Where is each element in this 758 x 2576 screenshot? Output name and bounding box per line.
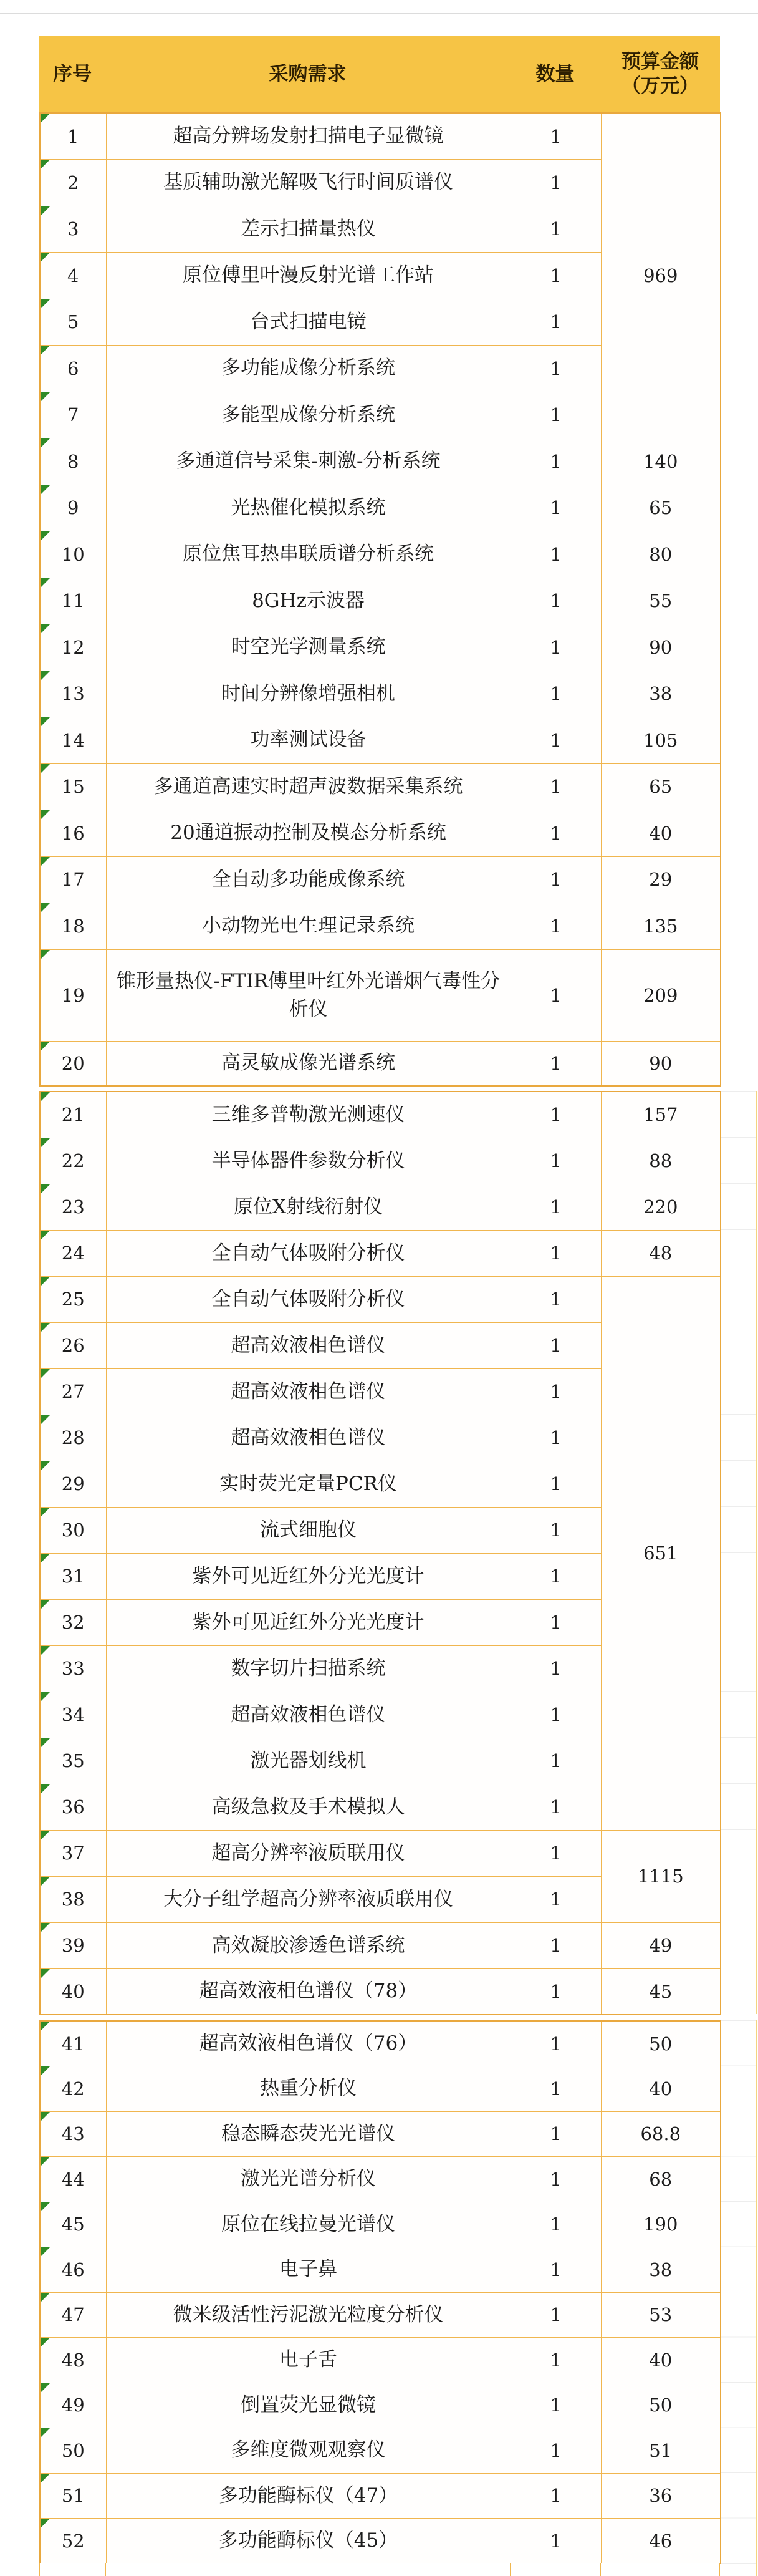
quantity-cell: 1 <box>511 2292 601 2338</box>
row-index-cell: 17 <box>40 856 106 903</box>
budget-cell: 190 <box>601 2202 721 2247</box>
partial-cell <box>105 2563 510 2576</box>
procurement-item-cell: 超高效液相色谱仪 <box>106 1322 511 1368</box>
excel-error-triangle-icon <box>41 1461 50 1471</box>
row-index-cell: 19 <box>40 949 106 1041</box>
quantity-cell: 1 <box>511 1461 601 1507</box>
table-row <box>40 810 721 857</box>
budget-cell: 68.8 <box>601 2111 721 2157</box>
budget-cell: 50 <box>601 2021 721 2066</box>
header-cell-no: 序号 <box>53 62 92 85</box>
budget-cell: 40 <box>601 2066 721 2112</box>
excel-error-triangle-icon <box>41 1369 50 1378</box>
procurement-item-cell: 激光器划线机 <box>106 1738 511 1784</box>
budget-cell: 38 <box>601 671 721 717</box>
row-index-cell: 35 <box>40 1738 106 1784</box>
row-index-cell: 15 <box>40 763 106 810</box>
quantity-cell: 1 <box>511 624 601 671</box>
row-index-cell: 36 <box>40 1784 106 1830</box>
row-index-cell: 38 <box>40 1876 106 1922</box>
partial-cell <box>510 2563 600 2576</box>
quantity-cell: 1 <box>511 1230 601 1276</box>
excel-error-triangle-icon <box>41 717 50 727</box>
excel-error-triangle-icon <box>41 764 50 773</box>
quantity-cell: 1 <box>511 1738 601 1784</box>
excel-error-triangle-icon <box>41 1831 50 1840</box>
row-index-cell: 23 <box>40 1184 106 1230</box>
table-row <box>40 1092 721 1138</box>
table-row <box>40 763 721 810</box>
row-index-cell: 52 <box>40 2519 106 2564</box>
row-index-cell: 29 <box>40 1461 106 1507</box>
excel-error-triangle-icon <box>41 438 50 448</box>
quantity-cell: 1 <box>511 2066 601 2112</box>
table-row <box>40 1830 721 1876</box>
procurement-item-cell: 高灵敏成像光谱系统 <box>106 1041 511 1086</box>
quantity-cell: 1 <box>511 346 601 392</box>
procurement-item-cell: 数字切片扫描系统 <box>106 1645 511 1692</box>
excel-error-triangle-icon <box>41 392 50 402</box>
budget-cell: 105 <box>601 717 721 764</box>
row-index-cell: 18 <box>40 903 106 950</box>
excel-error-triangle-icon <box>41 114 50 123</box>
quantity-cell: 1 <box>511 1138 601 1184</box>
procurement-item-cell: 全自动多功能成像系统 <box>106 856 511 903</box>
excel-error-triangle-icon <box>41 1092 50 1102</box>
row-index-cell: 21 <box>40 1092 106 1138</box>
excel-error-triangle-icon <box>41 950 50 959</box>
excel-error-triangle-icon <box>41 1042 50 1051</box>
quantity-cell: 1 <box>511 2428 601 2474</box>
header-cell-qty: 数量 <box>535 62 575 85</box>
partial-cell <box>39 2563 105 2576</box>
procurement-item-cell: 大分子组学超高分辨率液质联用仪 <box>106 1876 511 1922</box>
table-row <box>40 1184 721 1230</box>
excel-error-triangle-icon <box>41 2474 50 2483</box>
quantity-cell: 1 <box>511 2202 601 2247</box>
row-index-cell: 30 <box>40 1507 106 1553</box>
excel-error-triangle-icon <box>41 1877 50 1886</box>
procurement-item-cell: 稳态瞬态荧光光谱仪 <box>106 2111 511 2157</box>
table-header <box>39 36 720 112</box>
procurement-item-cell: 原位在线拉曼光谱仪 <box>106 2202 511 2247</box>
quantity-cell: 1 <box>511 253 601 299</box>
procurement-item-cell: 紫外可见近红外分光光度计 <box>106 1553 511 1599</box>
row-index-cell: 31 <box>40 1553 106 1599</box>
quantity-cell: 1 <box>511 1507 601 1553</box>
table-row <box>40 2428 721 2474</box>
budget-cell: 220 <box>601 1184 721 1230</box>
table-row <box>40 1041 721 1086</box>
procurement-item-cell: 时空光学测量系统 <box>106 624 511 671</box>
quantity-cell: 1 <box>511 2157 601 2202</box>
header-cell-item: 采购需求 <box>269 62 347 85</box>
procurement-item-cell: 原位X射线衍射仪 <box>106 1184 511 1230</box>
table-row <box>40 1922 721 1968</box>
excel-error-triangle-icon <box>41 2112 50 2121</box>
procurement-item-cell: 超高效液相色谱仪 <box>106 1692 511 1738</box>
procurement-item-cell: 多通道高速实时超声波数据采集系统 <box>106 763 511 810</box>
table-row <box>40 856 721 903</box>
header-budget-line2: （万元） <box>621 75 699 97</box>
budget-cell: 90 <box>601 624 721 671</box>
budget-cell: 49 <box>601 1922 721 1968</box>
excel-error-triangle-icon <box>41 299 50 309</box>
budget-cell: 65 <box>601 485 721 531</box>
row-index-cell: 10 <box>40 531 106 578</box>
row-index-cell: 39 <box>40 1922 106 1968</box>
budget-cell: 53 <box>601 2292 721 2338</box>
row-index-cell: 5 <box>40 299 106 346</box>
excel-error-triangle-icon <box>41 160 50 169</box>
quantity-cell: 1 <box>511 113 601 160</box>
budget-cell: 88 <box>601 1138 721 1184</box>
quantity-cell: 1 <box>511 717 601 764</box>
budget-cell: 50 <box>601 2383 721 2428</box>
procurement-item-cell: 微米级活性污泥激光粒度分析仪 <box>106 2292 511 2338</box>
row-index-cell: 11 <box>40 578 106 624</box>
row-index-cell: 7 <box>40 392 106 438</box>
row-index-cell: 12 <box>40 624 106 671</box>
excel-error-triangle-icon <box>41 485 50 495</box>
table-row <box>40 1230 721 1276</box>
budget-cell: 45 <box>601 1968 721 2015</box>
excel-error-triangle-icon <box>41 578 50 588</box>
row-index-cell: 40 <box>40 1968 106 2015</box>
excel-error-triangle-icon <box>41 1554 50 1563</box>
row-index-cell: 47 <box>40 2292 106 2338</box>
procurement-item-cell: 光热催化模拟系统 <box>106 485 511 531</box>
quantity-cell: 1 <box>511 2519 601 2564</box>
row-index-cell: 34 <box>40 1692 106 1738</box>
row-index-cell: 26 <box>40 1322 106 1368</box>
procurement-item-cell: 全自动气体吸附分析仪 <box>106 1276 511 1322</box>
row-index-cell: 48 <box>40 2338 106 2383</box>
table-row <box>40 1968 721 2015</box>
excel-error-triangle-icon <box>41 531 50 541</box>
procurement-item-cell: 全自动气体吸附分析仪 <box>106 1230 511 1276</box>
table-row <box>40 578 721 624</box>
table-row <box>40 2111 721 2157</box>
quantity-cell: 1 <box>511 1876 601 1922</box>
table-row <box>40 1138 721 1184</box>
page-separator <box>0 13 758 14</box>
quantity-cell: 1 <box>511 485 601 531</box>
excel-error-triangle-icon <box>41 1646 50 1655</box>
procurement-item-cell: 热重分析仪 <box>106 2066 511 2112</box>
procurement-item-cell: 三维多普勒激光测速仪 <box>106 1092 511 1138</box>
budget-cell: 969 <box>601 113 721 438</box>
procurement-item-cell: 流式细胞仪 <box>106 1507 511 1553</box>
row-index-cell: 41 <box>40 2021 106 2066</box>
quantity-cell: 1 <box>511 1830 601 1876</box>
quantity-cell: 1 <box>511 949 601 1041</box>
budget-cell: 157 <box>601 1092 721 1138</box>
budget-cell: 651 <box>601 1276 721 1830</box>
budget-cell: 48 <box>601 1230 721 1276</box>
procurement-item-cell: 时间分辨像增强相机 <box>106 671 511 717</box>
row-index-cell: 50 <box>40 2428 106 2474</box>
table-row <box>40 2021 721 2066</box>
procurement-item-cell: 锥形量热仪-FTIR傅里叶红外光谱烟气毒性分析仪 <box>106 949 511 1041</box>
row-index-cell: 16 <box>40 810 106 857</box>
table-row <box>40 2519 721 2564</box>
row-index-cell: 22 <box>40 1138 106 1184</box>
budget-cell: 209 <box>601 949 721 1041</box>
excel-error-triangle-icon <box>41 206 50 216</box>
quantity-cell: 1 <box>511 578 601 624</box>
excel-error-triangle-icon <box>41 1923 50 1932</box>
procurement-item-cell: 半导体器件参数分析仪 <box>106 1138 511 1184</box>
quantity-cell: 1 <box>511 671 601 717</box>
budget-cell: 65 <box>601 763 721 810</box>
procurement-item-cell: 激光光谱分析仪 <box>106 2157 511 2202</box>
procurement-table-section-1 <box>39 112 721 1087</box>
procurement-item-cell: 原位傅里叶漫反射光谱工作站 <box>106 253 511 299</box>
procurement-item-cell: 电子鼻 <box>106 2247 511 2293</box>
quantity-cell: 1 <box>511 1368 601 1415</box>
procurement-item-cell: 超高分辨场发射扫描电子显微镜 <box>106 113 511 160</box>
quantity-cell: 1 <box>511 903 601 950</box>
row-index-cell: 13 <box>40 671 106 717</box>
quantity-cell: 1 <box>511 438 601 485</box>
header-cell-budget <box>600 36 720 112</box>
excel-error-triangle-icon <box>41 2066 50 2076</box>
procurement-item-cell: 多功能酶标仪（47） <box>106 2473 511 2519</box>
quantity-cell: 1 <box>511 1276 601 1322</box>
row-index-cell: 49 <box>40 2383 106 2428</box>
quantity-cell: 1 <box>511 810 601 857</box>
quantity-cell: 1 <box>511 1922 601 1968</box>
excel-error-triangle-icon <box>41 810 50 820</box>
quantity-cell: 1 <box>511 1968 601 2015</box>
procurement-item-cell: 超高效液相色谱仪（78） <box>106 1968 511 2015</box>
table-row <box>40 438 721 485</box>
quantity-cell: 1 <box>511 1645 601 1692</box>
excel-error-triangle-icon <box>41 1692 50 1702</box>
procurement-item-cell: 紫外可见近红外分光光度计 <box>106 1599 511 1645</box>
excel-error-triangle-icon <box>41 624 50 634</box>
quantity-cell: 1 <box>511 1092 601 1138</box>
row-index-cell: 14 <box>40 717 106 764</box>
procurement-item-cell: 实时荧光定量PCR仪 <box>106 1461 511 1507</box>
row-index-cell: 3 <box>40 206 106 253</box>
excel-error-triangle-icon <box>41 2293 50 2302</box>
table-row <box>40 2247 721 2293</box>
row-index-cell: 32 <box>40 1599 106 1645</box>
quantity-cell: 1 <box>511 2111 601 2157</box>
row-index-cell: 44 <box>40 2157 106 2202</box>
excel-error-triangle-icon <box>41 2338 50 2347</box>
procurement-item-cell: 差示扫描量热仪 <box>106 206 511 253</box>
excel-error-triangle-icon <box>41 2202 50 2212</box>
table-row <box>40 485 721 531</box>
quantity-cell: 1 <box>511 1553 601 1599</box>
excel-error-triangle-icon <box>41 1738 50 1748</box>
quantity-cell: 1 <box>511 1784 601 1830</box>
excel-error-triangle-icon <box>41 1600 50 1609</box>
quantity-cell: 1 <box>511 763 601 810</box>
budget-cell: 38 <box>601 2247 721 2293</box>
procurement-item-cell: 电子舌 <box>106 2338 511 2383</box>
quantity-cell: 1 <box>511 2021 601 2066</box>
row-index-cell: 9 <box>40 485 106 531</box>
procurement-item-cell: 8GHz示波器 <box>106 578 511 624</box>
procurement-item-cell: 基质辅助激光解吸飞行时间质谱仪 <box>106 160 511 206</box>
excel-error-triangle-icon <box>41 671 50 680</box>
excel-error-triangle-icon <box>41 1415 50 1425</box>
procurement-item-cell: 超高效液相色谱仪 <box>106 1415 511 1461</box>
quantity-cell: 1 <box>511 1184 601 1230</box>
table-row <box>40 2292 721 2338</box>
excel-error-triangle-icon <box>41 2428 50 2438</box>
row-index-cell: 4 <box>40 253 106 299</box>
quantity-cell: 1 <box>511 2247 601 2293</box>
table-row <box>40 2202 721 2247</box>
budget-cell: 90 <box>601 1041 721 1086</box>
procurement-item-cell: 20通道振动控制及模态分析系统 <box>106 810 511 857</box>
procurement-item-cell: 超高分辨率液质联用仪 <box>106 1830 511 1876</box>
quantity-cell: 1 <box>511 1692 601 1738</box>
excel-error-triangle-icon <box>41 253 50 262</box>
row-index-cell: 51 <box>40 2473 106 2519</box>
procurement-item-cell: 多维度微观观察仪 <box>106 2428 511 2474</box>
excel-error-triangle-icon <box>41 1184 50 1194</box>
excel-error-triangle-icon <box>41 2022 50 2031</box>
quantity-cell: 1 <box>511 856 601 903</box>
table-row <box>40 1276 721 1322</box>
procurement-item-cell: 功率测试设备 <box>106 717 511 764</box>
procurement-item-cell: 多能型成像分析系统 <box>106 392 511 438</box>
quantity-cell: 1 <box>511 299 601 346</box>
spreadsheet-gridline-strip <box>721 2020 757 2576</box>
procurement-item-cell: 多通道信号采集-刺激-分析系统 <box>106 438 511 485</box>
procurement-item-cell: 多功能酶标仪（45） <box>106 2519 511 2564</box>
quantity-cell: 1 <box>511 1599 601 1645</box>
partial-row <box>39 2563 720 2576</box>
budget-cell: 36 <box>601 2473 721 2519</box>
excel-error-triangle-icon <box>41 1277 50 1286</box>
budget-cell: 135 <box>601 903 721 950</box>
table-row <box>40 624 721 671</box>
table-row <box>40 2338 721 2383</box>
budget-cell: 55 <box>601 578 721 624</box>
row-index-cell: 20 <box>40 1041 106 1086</box>
header-budget-line1: 预算金额 <box>621 51 699 74</box>
budget-cell: 40 <box>601 810 721 857</box>
quantity-cell: 1 <box>511 1041 601 1086</box>
table-row <box>40 949 721 1041</box>
row-index-cell: 24 <box>40 1230 106 1276</box>
procurement-item-cell: 多功能成像分析系统 <box>106 346 511 392</box>
table-row <box>40 671 721 717</box>
table-row <box>40 2066 721 2112</box>
procurement-item-cell: 高效凝胶渗透色谱系统 <box>106 1922 511 1968</box>
row-index-cell: 1 <box>40 113 106 160</box>
table-row <box>40 717 721 764</box>
quantity-cell: 1 <box>511 531 601 578</box>
table-row <box>40 113 721 160</box>
row-index-cell: 33 <box>40 1645 106 1692</box>
procurement-item-cell: 原位焦耳热串联质谱分析系统 <box>106 531 511 578</box>
excel-error-triangle-icon <box>41 346 50 355</box>
table-row <box>40 2157 721 2202</box>
excel-error-triangle-icon <box>41 2519 50 2528</box>
procurement-table-section-2 <box>39 1091 721 2015</box>
spreadsheet-gridline-strip <box>721 1091 757 2014</box>
row-index-cell: 43 <box>40 2111 106 2157</box>
row-index-cell: 6 <box>40 346 106 392</box>
budget-cell: 51 <box>601 2428 721 2474</box>
excel-error-triangle-icon <box>41 1969 50 1978</box>
quantity-cell: 1 <box>511 2338 601 2383</box>
row-index-cell: 27 <box>40 1368 106 1415</box>
quantity-cell: 1 <box>511 392 601 438</box>
quantity-cell: 1 <box>511 206 601 253</box>
procurement-item-cell: 倒置荧光显微镜 <box>106 2383 511 2428</box>
budget-cell: 80 <box>601 531 721 578</box>
row-index-cell: 45 <box>40 2202 106 2247</box>
excel-error-triangle-icon <box>41 857 50 866</box>
budget-cell: 1115 <box>601 1830 721 1922</box>
excel-error-triangle-icon <box>41 2247 50 2257</box>
excel-error-triangle-icon <box>41 1508 50 1517</box>
excel-error-triangle-icon <box>41 1323 50 1332</box>
procurement-item-cell: 超高效液相色谱仪（76） <box>106 2021 511 2066</box>
budget-cell: 46 <box>601 2519 721 2564</box>
excel-error-triangle-icon <box>41 2157 50 2166</box>
quantity-cell: 1 <box>511 1322 601 1368</box>
table-row <box>40 903 721 950</box>
procurement-item-cell: 小动物光电生理记录系统 <box>106 903 511 950</box>
row-index-cell: 25 <box>40 1276 106 1322</box>
excel-error-triangle-icon <box>41 2383 50 2393</box>
partial-cell <box>600 2563 720 2576</box>
quantity-cell: 1 <box>511 2383 601 2428</box>
quantity-cell: 1 <box>511 160 601 206</box>
row-index-cell: 28 <box>40 1415 106 1461</box>
budget-cell: 140 <box>601 438 721 485</box>
budget-cell: 29 <box>601 856 721 903</box>
table-row <box>40 2383 721 2428</box>
quantity-cell: 1 <box>511 2473 601 2519</box>
row-index-cell: 37 <box>40 1830 106 1876</box>
excel-error-triangle-icon <box>41 1784 50 1794</box>
procurement-item-cell: 高级急救及手术模拟人 <box>106 1784 511 1830</box>
quantity-cell: 1 <box>511 1415 601 1461</box>
procurement-item-cell: 超高效液相色谱仪 <box>106 1368 511 1415</box>
budget-cell: 68 <box>601 2157 721 2202</box>
budget-cell: 40 <box>601 2338 721 2383</box>
table-row <box>40 531 721 578</box>
row-index-cell: 42 <box>40 2066 106 2112</box>
excel-error-triangle-icon <box>41 1138 50 1148</box>
row-index-cell: 2 <box>40 160 106 206</box>
excel-error-triangle-icon <box>41 903 50 913</box>
row-index-cell: 46 <box>40 2247 106 2293</box>
row-index-cell: 8 <box>40 438 106 485</box>
procurement-table-section-3 <box>39 2020 721 2564</box>
table-row <box>40 2473 721 2519</box>
excel-error-triangle-icon <box>41 1231 50 1240</box>
procurement-item-cell: 台式扫描电镜 <box>106 299 511 346</box>
